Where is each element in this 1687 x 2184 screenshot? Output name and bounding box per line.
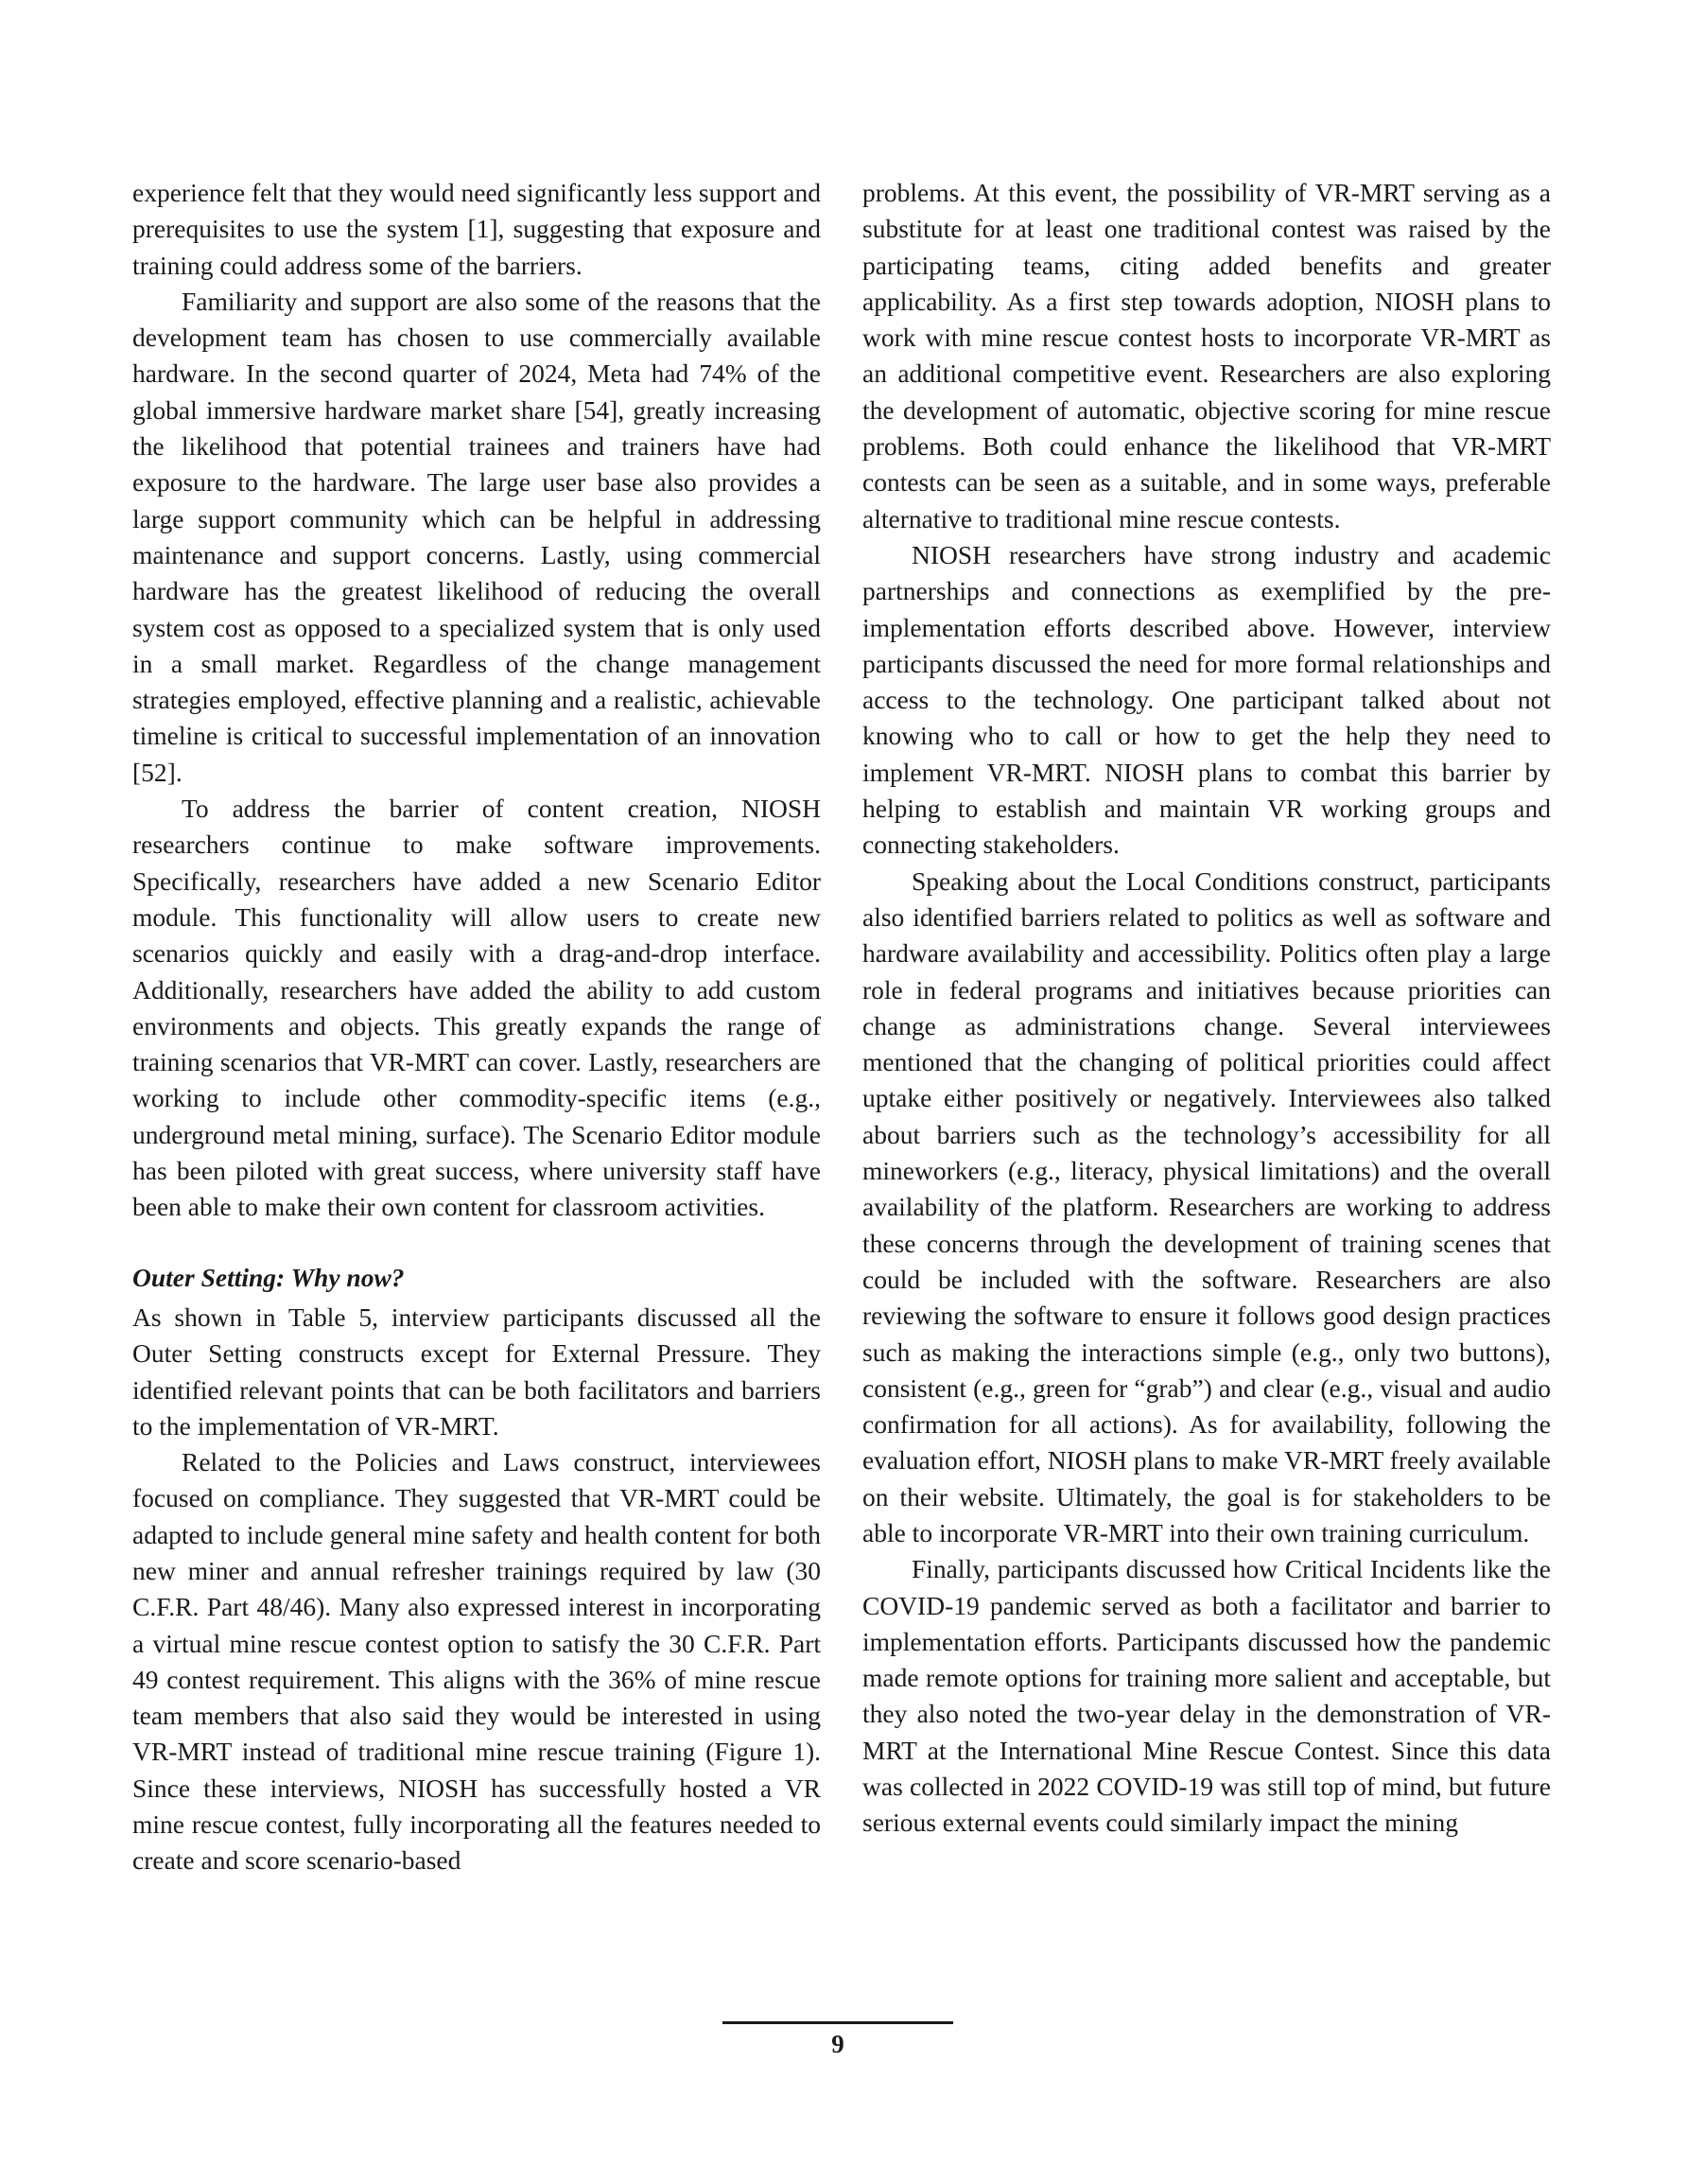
section-heading: Outer Setting: Why now?	[132, 1262, 405, 1292]
page-number: 9	[831, 2030, 844, 2058]
body-paragraph: Speaking about the Local Conditions construct, participants also identified barriers related to politics as well as software and hardware availability and accessibility. Politics often play a large role in federal programs and initiatives because priorities can change as administrations change. Several interviewees mentioned that the changing of political priorities could affect uptake either positively or negatively. Interviewees also talked about barriers such as the technology’s accessibility for all mineworkers (e.g., literacy, physical limitations) and the overall availability of the platform. Researchers are working to address these concerns through the development of training scenes that could be included with the software. Researchers are also reviewing the software to ensure it follows good design practices such as making the interactions simple (e.g., only two buttons), consistent (e.g., green for “grab”) and clear (e.g., visual and audio confirmation for all actions). As for availability, following the evaluation effort, NIOSH plans to make VR-MRT freely available on their website. Ultimately, the goal is for stakeholders to be able to incorporate VR-MRT into their own training curriculum.	[862, 865, 1551, 1547]
body-paragraph: problems. At this event, the possibility of VR-MRT serving as a substitute for at least one traditional contest was raised by the participating teams, citing added benefits and greater applicability. As a first step towards adoption, NIOSH plans to work with mine rescue contest hosts to incorporate VR-MRT as an additional competitive event. Researchers are also exploring the development of automatic, objective scoring for mine rescue problems. Both could enhance the likelihood that VR-MRT contests can be seen as a suitable, and in some ways, preferable alternative to traditional mine rescue contests.	[862, 178, 1551, 533]
right-column	[862, 175, 1551, 1842]
footer-rule	[722, 2021, 953, 2024]
body-paragraph: To address the barrier of content creation, NIOSH researchers continue to make software improvements. Specifically, researchers have added a new Scenario Editor module. This functionality will allow users to create new scenarios quickly and easily with a drag-and-drop interface. Additionally, researchers have added the ability to add custom environments and objects. This greatly expands the range of training scenarios that VR-MRT can cover. Lastly, researchers are working to include other commodity-specific items (e.g., underground metal mining, surface). The Scenario Editor module has been piloted with great success, where university staff have been able to make their own content for classroom activities.	[132, 794, 821, 1222]
body-paragraph: Finally, participants discussed how Critical Incidents like the COVID-19 pandemic served as both a facilitator and barrier to implementation efforts. Participants discussed how the pandemic made remote options for training more salient and acceptable, but they also noted the two-year delay in the demonstration of VR-MRT at the International Mine Rescue Contest. Since this data was collected in 2022 COVID-19 was still top of mind, but future serious external events could similarly impact the mining	[862, 1554, 1551, 1838]
body-paragraph: Related to the Policies and Laws construct, interviewees focused on compliance. They suggested that VR-MRT could be adapted to include general mine safety and health content for both new miner and annual refresher trainings required by law (30 C.F.R. Part 48/46). Many also expressed interest in incorporating a virtual mine rescue contest option to satisfy the 30 C.F.R. Part 49 contest requirement. This aligns with the 36% of mine rescue team members that also said they would be interested in using VR-MRT instead of traditional mine rescue training (Figure 1). Since these interviews, NIOSH has successfully hosted a VR mine rescue contest, fully incorporating all the features needed to create and score scenario-based	[132, 1447, 821, 1876]
body-paragraph: experience felt that they would need significantly less support and prerequisites to use the system [1], suggesting that exposure and training could address some of the barriers.	[132, 178, 821, 280]
body-paragraph: Familiarity and support are also some of the reasons that the development team has chosen to use commercially available hardware. In the second quarter of 2024, Meta had 74% of the global immersive hardware market share [54], greatly increasing the likelihood that potential trainees and trainers have had exposure to the hardware. The large user base also provides a large support community which can be helpful in addressing maintenance and support concerns. Lastly, using commercial hardware has the greatest likelihood of reducing the overall system cost as opposed to a specialized system that is only used in a small market. Regardless of the change management strategies employed, effective planning and a realistic, achievable timeline is critical to successful implementation of an innovation [52].	[132, 286, 821, 787]
left-column	[132, 175, 821, 1879]
body-paragraph: As shown in Table 5, interview participants discussed all the Outer Setting constructs except for External Pressure. They identified relevant points that can be both facilitators and barriers to the implementation of VR-MRT.	[132, 1302, 821, 1441]
body-paragraph: NIOSH researchers have strong industry and academic partnerships and connections as exemplified by the pre-implementation efforts described above. However, interview participants discussed the need for more formal relationships and access to the technology. One participant talked about not knowing who to call or how to get the help they need to implement VR-MRT. NIOSH plans to combat this barrier by helping to establish and maintain VR working groups and connecting stakeholders.	[862, 539, 1551, 860]
